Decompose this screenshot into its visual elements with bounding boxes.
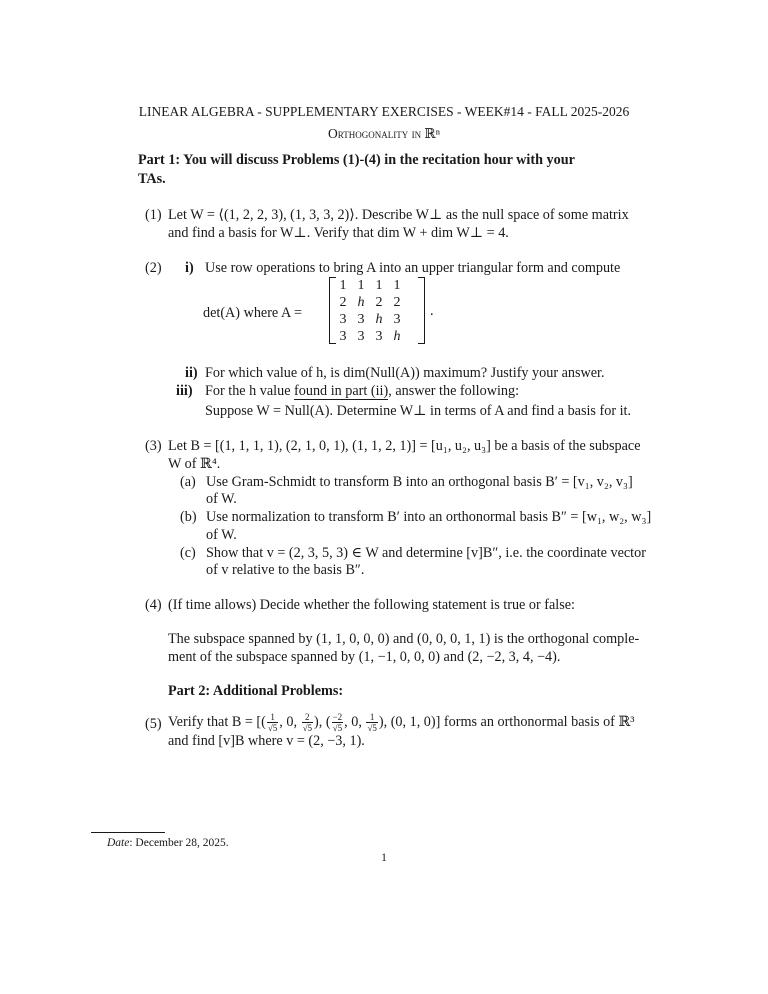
problem-2-part-iii-text [205, 383, 519, 400]
matrix-a [334, 278, 406, 345]
part-iii-text-end: , answer the following: [388, 383, 520, 399]
matrix-a-entry: 3 [357, 329, 365, 344]
part1-heading-line2: TAs. [138, 171, 166, 187]
problem-1-line1: Let W = ⟨(1, 2, 2, 3), (1, 3, 3, 2)⟩. Describe W⊥ as the null space of some matrix [168, 207, 629, 223]
matrix-a-entry: h [393, 329, 401, 344]
problem-2-number: (2) [145, 260, 162, 276]
problem-4-statement-line2: ment of the subspace spanned by (1, −1, 0, 0, 0) and (2, −2, 3, 4, −4). [168, 649, 561, 665]
problem-2-part-ii-text: For which value of h, is dim(Null(A)) maximum? Justify your answer. [205, 365, 605, 381]
problem-5-text-start: Verify that B = [( [168, 713, 266, 730]
matrix-a-entry: 1 [393, 278, 401, 293]
fraction [366, 712, 377, 733]
page-number: 1 [381, 852, 387, 864]
problem-2-part-i-text: Use row operations to bring A into an upper triangular form and compute [205, 260, 621, 276]
fraction-numerator: 1 [366, 712, 377, 723]
matrix-a-entry: 2 [375, 295, 383, 310]
problem-5-line1: Verify that B = [( $\frac{1}{√5}$ , 0, $\frac{2}{√5}$ ), ( $\frac{-2}{√5}$ , 0, $\frac{1}{√5}$ ), (0, 1, 0)] forms an orthonormal basis of ℝ³ [168, 712, 635, 733]
problem-5-number: (5) [145, 716, 162, 732]
fraction-denominator: √5 [332, 723, 343, 733]
problem-3c-line2: of v relative to the basis B″. [206, 562, 365, 578]
date-value: : December 28, 2025. [129, 837, 229, 849]
matrix-a-entry: 3 [339, 312, 347, 327]
fraction-denominator: √5 [367, 723, 377, 733]
problem-4-line1: (If time allows) Decide whether the following statement is true or false: [168, 597, 575, 613]
fraction [302, 712, 313, 733]
footnote-date [107, 837, 229, 849]
problem-2-part-i-label: i) [185, 260, 194, 276]
part1-heading-line1: Part 1: You will discuss Problems (1)-(4) in the recitation hour with your [138, 152, 575, 168]
problem-2-part-iii-line2: Suppose W = Null(A). Determine W⊥ in terms of A and find a basis for it. [205, 403, 632, 419]
part-iii-underlined-text: found in part (ii) [294, 383, 389, 399]
problem-4-statement-line1: The subspace spanned by (1, 1, 0, 0, 0) and (0, 0, 0, 1, 1) is the orthogonal comple- [168, 631, 640, 647]
fraction-denominator: √5 [267, 723, 278, 733]
matrix-a-entry: 2 [339, 295, 347, 310]
document-subtitle: Orthogonality in ℝⁿ [328, 126, 440, 141]
matrix-a-entry: 3 [375, 329, 383, 344]
problem-3c-line1: Show that v = (2, 3, 5, 3) ∈ W and determine [v]B″, i.e. the coordinate vector [206, 545, 646, 561]
matrix-a-entry: h [375, 312, 383, 327]
matrix-a-entry: 1 [339, 278, 347, 293]
fraction [332, 712, 344, 733]
problem-3b-line2: of W. [206, 527, 237, 543]
problem-3b-label: (b) [180, 509, 197, 525]
matrix-a-entry: 3 [393, 312, 401, 327]
matrix-period: . [430, 303, 434, 319]
problem-1-line2: and find a basis for W⊥. Verify that dim W + dim W⊥ = 4. [168, 225, 509, 241]
matrix-a-entry: 2 [393, 295, 401, 310]
problem-3a-label: (a) [180, 474, 196, 490]
problem-5-line2: and find [v]B where v = (2, −3, 1). [168, 733, 365, 749]
fraction-numerator: −2 [332, 712, 343, 722]
problem-3-line2: W of ℝ⁴. [168, 456, 221, 472]
problem-3c-label: (c) [180, 545, 196, 561]
problem-3a-line1: Use Gram-Schmidt to transform B into an orthogonal basis B′ = [v₁, v₂, v₃] [206, 474, 633, 490]
determinant-label: det(A) where A = [203, 305, 303, 321]
matrix-a-entry: 1 [375, 278, 383, 293]
problem-3b-line1: Use normalization to transform B′ into an orthonormal basis B″ = [w₁, w₂, w₃] [206, 509, 652, 525]
fraction [267, 712, 278, 733]
part-iii-text-start: For the h value [205, 383, 295, 399]
fraction-denominator: √5 [302, 723, 313, 733]
fraction-numerator: 1 [267, 712, 278, 723]
matrix-a-entry: 3 [357, 312, 365, 327]
matrix-a-entry: 1 [357, 278, 365, 293]
document-title: LINEAR ALGEBRA - SUPPLEMENTARY EXERCISES - WEEK#14 - FALL 2025-2026 [138, 104, 630, 119]
problem-3-line1: Let B = [(1, 1, 1, 1), (2, 1, 0, 1), (1, 1, 2, 1)] = [u₁, u₂, u₃] be a basis of the subspace [168, 438, 641, 454]
problem-5-text-end: ), (0, 1, 0)] forms an orthonormal basis of ℝ³ [378, 713, 635, 730]
matrix-a-entry: h [357, 295, 365, 310]
fraction-numerator: 2 [302, 712, 313, 723]
date-label: Date [107, 837, 130, 849]
problem-3-number: (3) [145, 438, 162, 454]
problem-3a-line2: of W. [206, 491, 237, 507]
problem-4-number: (4) [145, 597, 162, 613]
footnote-rule [91, 832, 165, 833]
part2-heading: Part 2: Additional Problems: [168, 683, 344, 699]
problem-1-number: (1) [145, 207, 162, 223]
matrix-a-entry: 3 [339, 329, 347, 344]
matrix-right-bracket [418, 277, 425, 344]
problem-2-part-iii-label: iii) [176, 383, 193, 399]
problem-2-part-ii-label: ii) [185, 365, 198, 381]
